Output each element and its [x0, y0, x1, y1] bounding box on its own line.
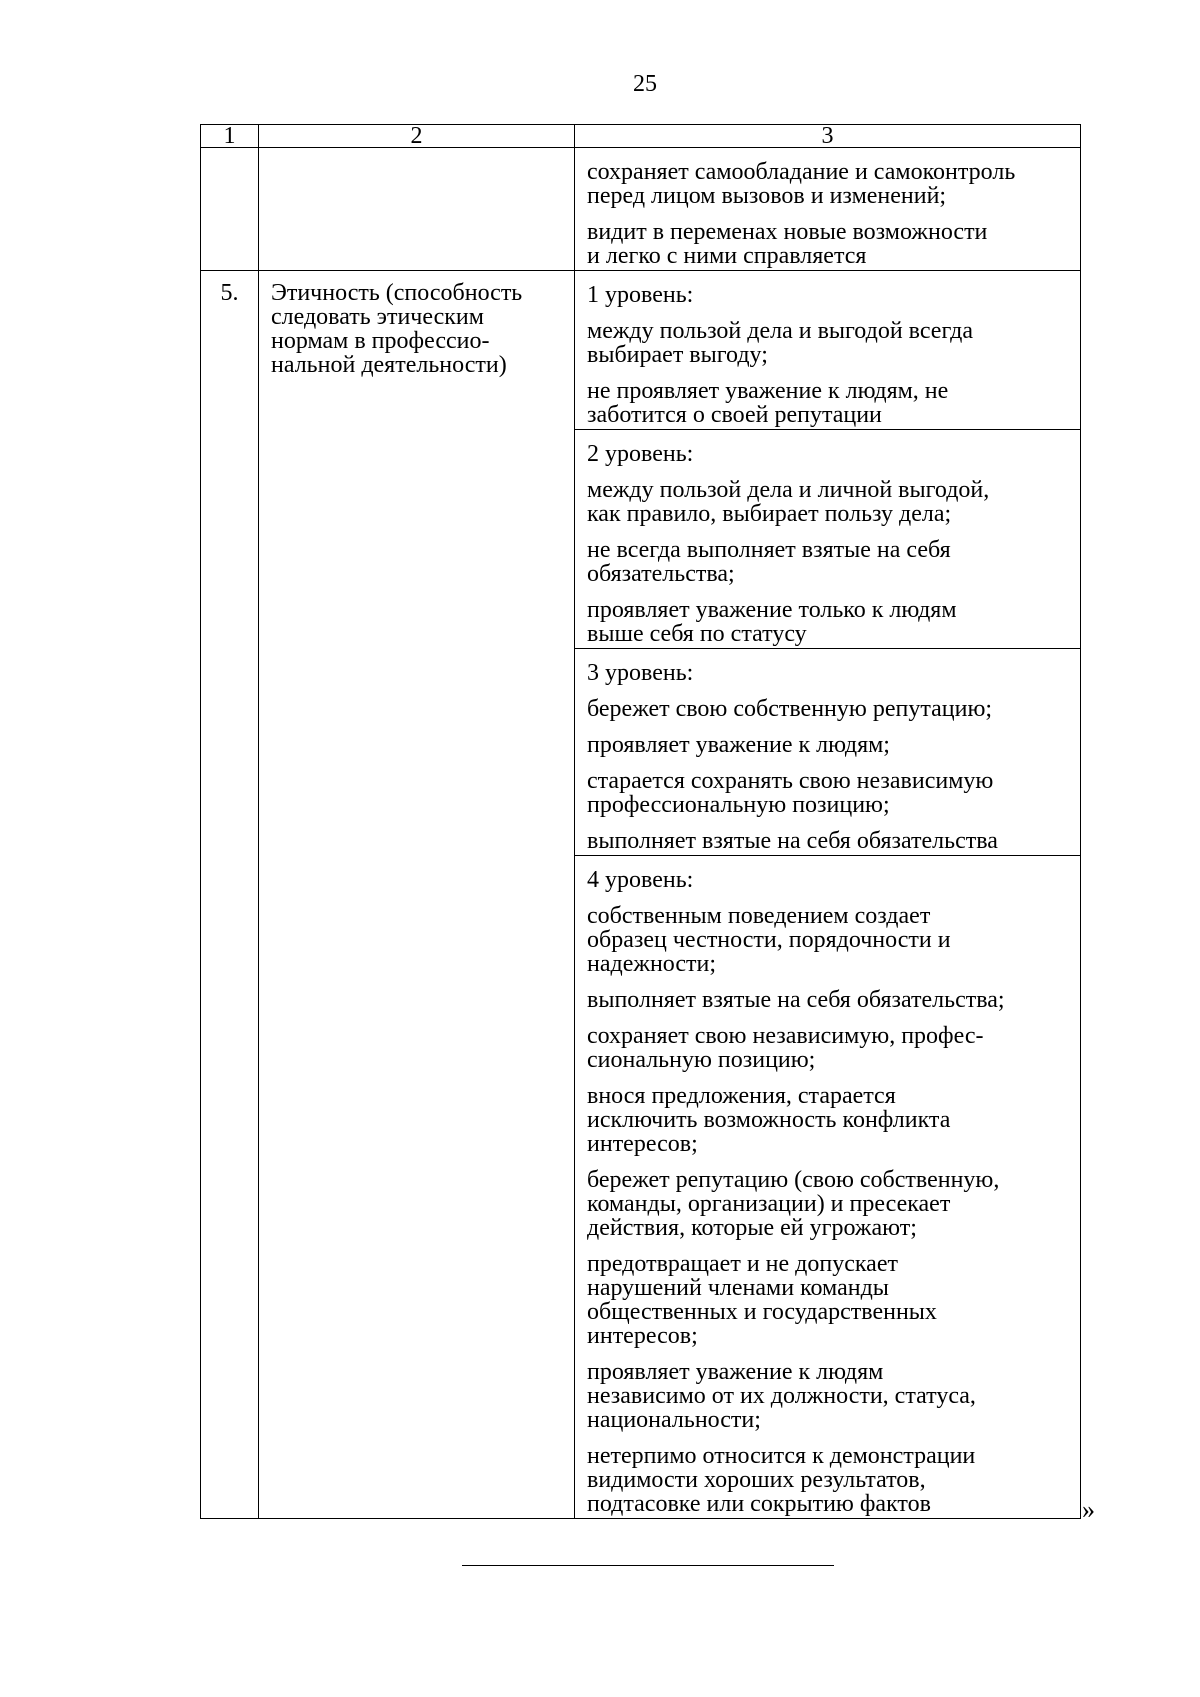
level-title: 4 уровень:: [587, 867, 694, 893]
level-item: между пользой дела и выгодой всегда выбирает выгоду;: [587, 318, 973, 368]
level-item: старается сохранять свою независимую профессиональную позицию;: [587, 768, 994, 818]
description-line: сохраняет самообладание и самоконтроль перед лицом вызовов и изменений;: [587, 159, 1016, 209]
continuation-row: [201, 148, 1081, 271]
continuation-description-cell: [575, 148, 1081, 271]
continuation-number-cell: [201, 148, 259, 271]
column-header-1: 1: [201, 125, 259, 148]
description-line: видит в переменах новые возможности и легко с ними справляется: [587, 219, 988, 269]
level-item: проявляет уважение к людям;: [587, 732, 890, 758]
column-header-3: 3: [575, 125, 1081, 148]
level-title: 2 уровень:: [587, 441, 694, 467]
page-number: 25: [633, 71, 657, 97]
level-item: выполняет взятые на себя обязательства;: [587, 987, 1005, 1013]
column-header-2: 2: [259, 125, 575, 148]
level-item: бережет репутацию (свою собственную, команды, организации) и пресекает действия, которые ей угрожают;: [587, 1167, 1000, 1241]
level-item: не всегда выполняет взятые на себя обязательства;: [587, 537, 951, 587]
level-item: не проявляет уважение к людям, не заботится о своей репутации: [587, 378, 949, 428]
level-item: внося предложения, старается исключить возможность конфликта интересов;: [587, 1083, 951, 1157]
level-item: сохраняет свою независимую, профес- сиональную позицию;: [587, 1023, 984, 1073]
level-1-cell: [575, 271, 1081, 430]
level-3-cell: [575, 649, 1081, 856]
level-item: между пользой дела и личной выгодой, как правило, выбирает пользу дела;: [587, 477, 990, 527]
row-number: 5.: [201, 271, 259, 1519]
criteria-table: [200, 124, 1081, 1519]
closing-quote: »: [1082, 1495, 1095, 1524]
table-row: [201, 271, 1081, 430]
table-header-row: [201, 125, 1081, 148]
level-item: проявляет уважение к людям независимо от их должности, статуса, национальности;: [587, 1359, 976, 1433]
level-4-cell: [575, 856, 1081, 1519]
level-item: выполняет взятые на себя обязательства: [587, 828, 998, 854]
level-title: 1 уровень:: [587, 282, 694, 308]
level-item: проявляет уважение только к людям выше себя по статусу: [587, 597, 957, 647]
level-title: 3 уровень:: [587, 660, 694, 686]
footnote-separator: [462, 1565, 834, 1566]
level-item: собственным поведением создает образец честности, порядочности и надежности;: [587, 903, 951, 977]
criterion-name: Этичность (способность следовать этическим нормам в профессио- нальной деятельности): [271, 280, 523, 378]
level-item: нетерпимо относится к демонстрации видимости хороших результатов, подтасовке или сокрытию фактов: [587, 1443, 976, 1517]
continuation-criterion-cell: [259, 148, 575, 271]
level-item: бережет свою собственную репутацию;: [587, 696, 993, 722]
level-2-cell: [575, 430, 1081, 649]
level-item: предотвращает и не допускает нарушений членами команды общественных и государственных интересов;: [587, 1251, 937, 1349]
